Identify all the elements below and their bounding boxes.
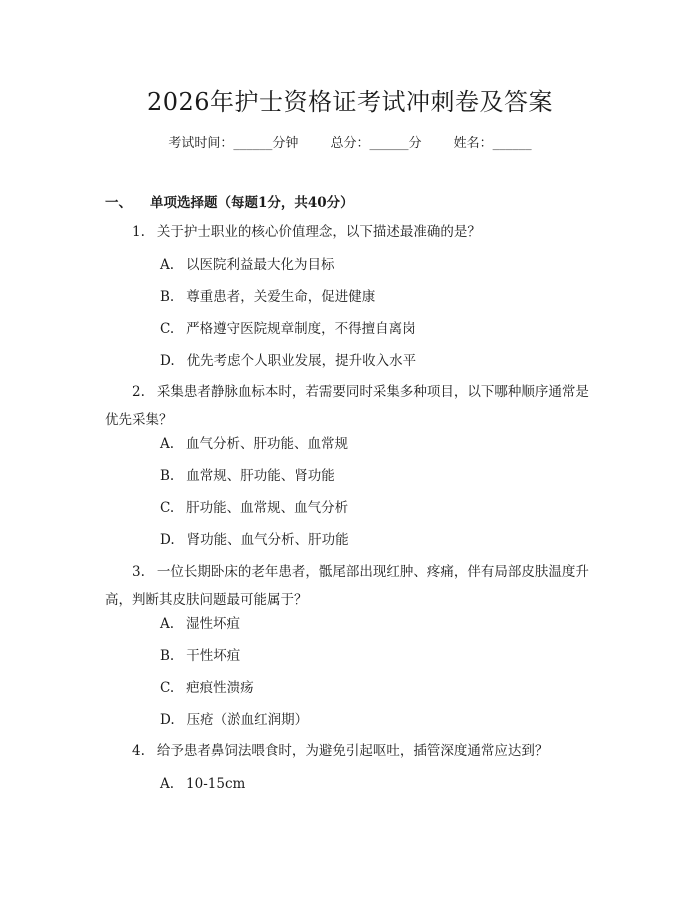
- section-heading: [105, 191, 354, 211]
- option-letter: C.: [160, 680, 175, 696]
- section-number: 一、: [105, 195, 132, 211]
- question-number: 4.: [132, 743, 145, 759]
- option-2b: [160, 466, 335, 486]
- question-3: [105, 558, 593, 614]
- question-2: [105, 378, 593, 434]
- option-text: 以医院利益最大化为目标: [186, 257, 335, 273]
- option-text: 疤痕性溃疡: [186, 680, 254, 696]
- option-text: 10-15cm: [186, 776, 246, 792]
- option-text: 血气分析、肝功能、血常规: [186, 436, 349, 452]
- exam-time: 考试时间：______分钟: [168, 136, 299, 151]
- question-text: 关于护士职业的核心价值理念，以下描述最准确的是？: [156, 224, 481, 240]
- option-text: 压疮（淤血红润期）: [186, 712, 309, 728]
- option-letter: D.: [160, 712, 175, 728]
- option-letter: C.: [160, 500, 175, 516]
- question-text: 给予患者鼻饲法喂食时，为避免引起呕吐，插管深度通常应达到？: [156, 743, 549, 759]
- option-3b: [160, 646, 240, 666]
- question-number: 2.: [132, 384, 145, 400]
- question-4: [105, 737, 593, 765]
- option-2d: [160, 530, 349, 550]
- option-1c: [160, 319, 416, 339]
- option-text: 血常规、肝功能、肾功能: [186, 468, 335, 484]
- option-letter: B.: [160, 648, 175, 664]
- question-text: 采集患者静脉血标本时，若需要同时采集多种项目，以下哪种顺序通常是优先采集？: [105, 384, 589, 428]
- option-4a: [160, 774, 245, 794]
- question-1: [105, 218, 593, 246]
- section-title: 单项选择题（每题1分，共40分）: [150, 195, 354, 211]
- option-letter: D.: [160, 353, 175, 369]
- option-text: 优先考虑个人职业发展，提升收入水平: [186, 353, 417, 369]
- option-letter: B.: [160, 468, 175, 484]
- option-letter: A.: [160, 436, 175, 452]
- option-2c: [160, 498, 348, 518]
- page-title: 2026年护士资格证考试冲刺卷及答案: [146, 88, 554, 116]
- option-letter: B.: [160, 289, 175, 305]
- option-text: 严格遵守医院规章制度，不得擅自离岗: [186, 321, 416, 337]
- question-text: 一位长期卧床的老年患者，骶尾部出现红肿、疼痛，伴有局部皮肤温度升高，判断其皮肤问题最可能属于？: [105, 564, 589, 608]
- option-1d: [160, 351, 416, 371]
- option-text: 湿性坏疽: [186, 616, 241, 632]
- option-2a: [160, 434, 348, 454]
- exam-score: 总分：______分: [330, 136, 422, 151]
- option-1b: [160, 287, 375, 307]
- option-letter: D.: [160, 532, 175, 548]
- option-3c: [160, 678, 254, 698]
- option-text: 肾功能、血气分析、肝功能: [186, 532, 349, 548]
- exam-name: 姓名：______: [453, 136, 532, 151]
- option-text: 尊重患者，关爱生命，促进健康: [186, 289, 376, 305]
- option-1a: [160, 255, 335, 275]
- option-3d: [160, 710, 308, 730]
- option-text: 肝功能、血常规、血气分析: [186, 500, 349, 516]
- option-letter: A.: [160, 776, 175, 792]
- option-letter: A.: [160, 257, 175, 273]
- option-text: 干性坏疽: [186, 648, 241, 664]
- option-letter: A.: [160, 616, 175, 632]
- option-3a: [160, 614, 240, 634]
- option-letter: C.: [160, 321, 175, 337]
- exam-meta: [0, 132, 700, 151]
- question-number: 1.: [132, 224, 145, 240]
- question-number: 3.: [132, 564, 145, 580]
